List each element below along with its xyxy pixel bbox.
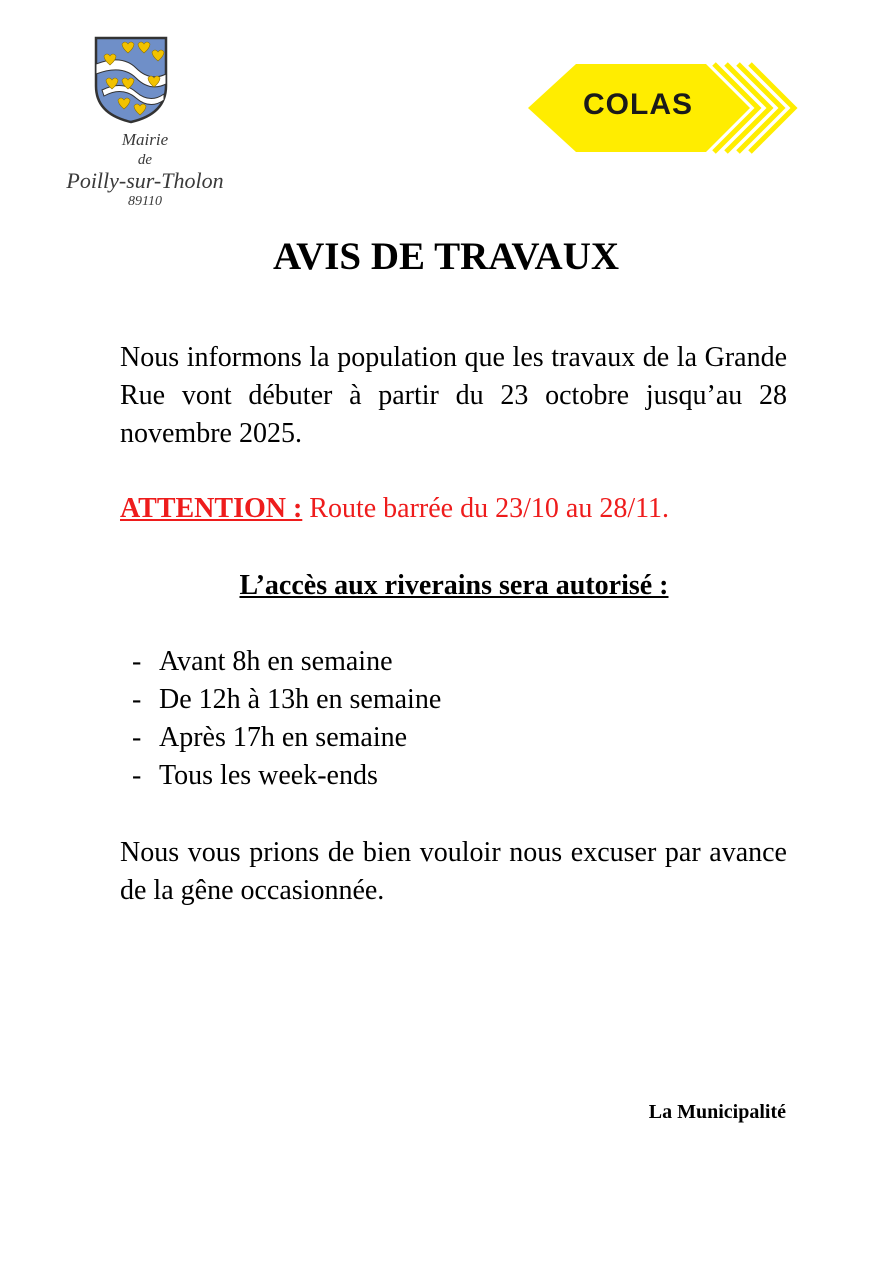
page-title: AVIS DE TRAVAUX (272, 235, 620, 278)
colas-logo (528, 60, 798, 156)
mairie-logo-line: Mairie (121, 130, 169, 149)
coat-of-arms-icon (92, 34, 170, 124)
list-item-text: Avant 8h en semaine (159, 646, 393, 677)
list-item-text: De 12h à 13h en semaine (159, 684, 442, 715)
mairie-logo (30, 32, 260, 217)
mairie-logo-postcode: 89110 (128, 194, 162, 209)
list-item: - Avant 8h en semaine (132, 646, 393, 677)
intro-paragraph: Nous informons la population que les travaux de la Grande Rue vont débuter à partir du 23 octobre jusqu’au 28 novembre 2025. (120, 342, 787, 449)
signature: La Municipalité (648, 1101, 786, 1123)
attention-notice (120, 490, 669, 528)
attention-label: ATTENTION : (120, 493, 303, 524)
access-heading: L’accès aux riverains sera autorisé : (239, 570, 669, 601)
colas-logo-text: COLAS (583, 88, 693, 121)
list-item: - Tous les week-ends (132, 760, 378, 791)
access-hours-list (132, 643, 441, 795)
attention-text: Route barrée du 23/10 au 28/11. (302, 493, 670, 524)
list-item-text: Tous les week-ends (159, 760, 378, 791)
list-item: - Après 17h en semaine (132, 722, 408, 753)
list-item: - De 12h à 13h en semaine (132, 684, 442, 715)
mairie-logo-line: de (137, 152, 153, 168)
closing-paragraph: Nous vous prions de bien vouloir nous excuser par avance de la gêne occasionnée. (120, 837, 787, 906)
mairie-logo-town: Poilly-sur-Tholon (66, 168, 224, 193)
list-item-text: Après 17h en semaine (159, 722, 408, 753)
